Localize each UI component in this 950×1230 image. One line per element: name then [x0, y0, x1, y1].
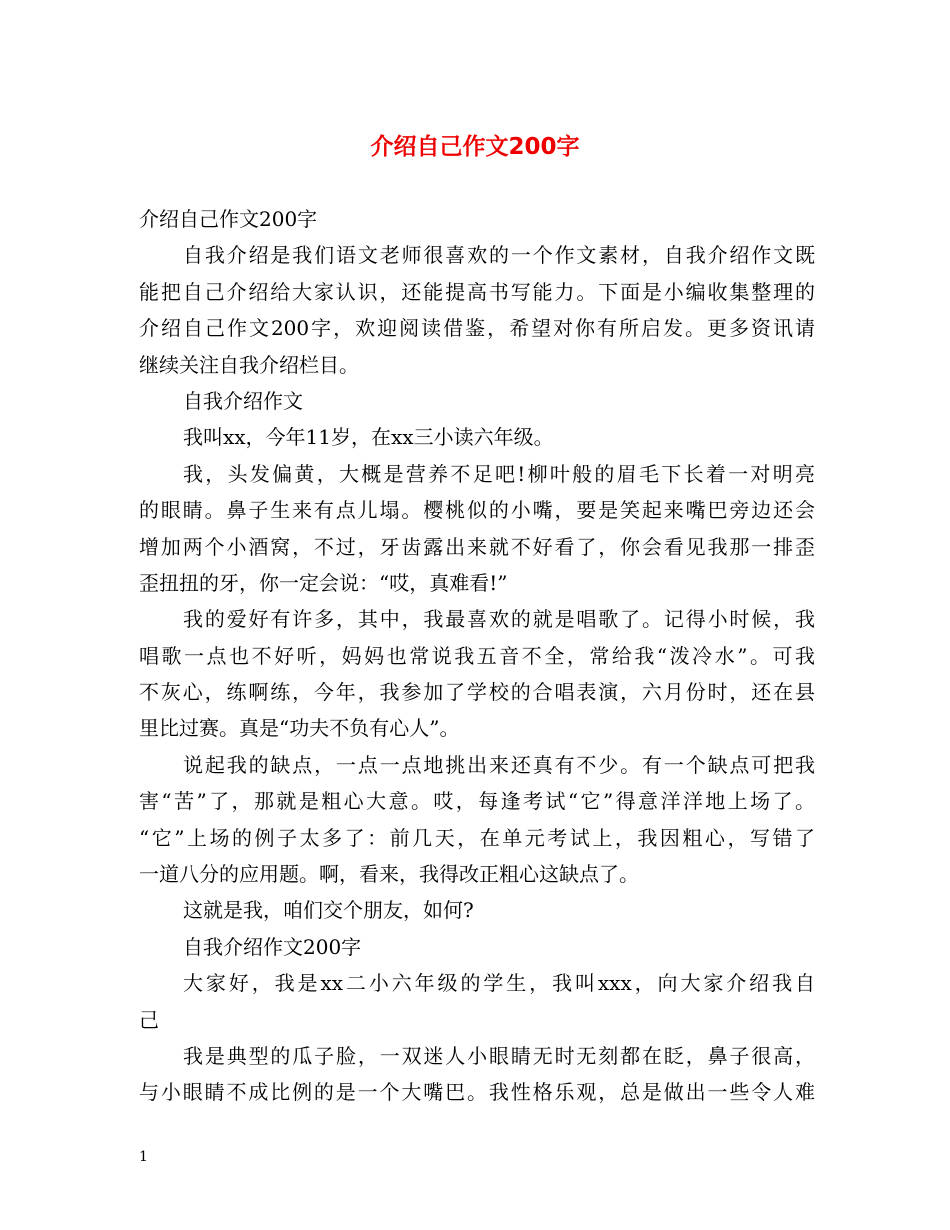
text-line: 继续关注自我介绍栏目。: [139, 352, 359, 377]
page-number: 1: [139, 1149, 148, 1165]
text-line: 介绍自己作文200字，欢迎阅读借鉴，希望对你有所启发。更多资讯请: [139, 316, 815, 341]
text-line: 自我介绍作文: [183, 388, 303, 413]
text-line: 介绍自己作文200字: [139, 207, 318, 231]
text-line: 我，头发偏黄，大概是营养不足吧!柳叶般的眉毛下长着一对明亮: [183, 461, 815, 486]
text-line: 己: [139, 1007, 159, 1032]
text-line: 不灰心，练啊练，今年，我参加了学校的合唱表演，六月份时，还在县: [139, 680, 815, 705]
text-line: 歪扭扭的牙，你一定会说：“哎，真难看!”: [139, 570, 508, 595]
text-line: 里比过赛。真是“功夫不负有心人”。: [139, 716, 460, 741]
text-line: 这就是我，咱们交个朋友，如何?: [183, 898, 474, 923]
text-line: 说起我的缺点，一点一点地挑出来还真有不少。有一个缺点可把我: [183, 752, 815, 777]
text-line: 能把自己介绍给大家认识，还能提高书写能力。下面是小编收集整理的: [139, 279, 815, 304]
text-line: 的眼睛。鼻子生来有点儿塌。樱桃似的小嘴，要是笑起来嘴巴旁边还会: [139, 498, 815, 523]
text-line: 我叫xx，今年11岁，在xx三小读六年级。: [183, 425, 554, 450]
text-line: 大家好，我是xx二小六年级的学生，我叫xxx，向大家介绍我自: [183, 971, 815, 996]
text-line: 唱歌一点也不好听，妈妈也常说我五音不全，常给我“泼冷水”。可我: [139, 643, 815, 668]
document-body: [139, 201, 815, 1111]
text-line: “它”上场的例子太多了：前几天，在单元考试上，我因粗心，写错了: [139, 825, 815, 850]
text-line: 一道八分的应用题。啊，看来，我得改正粗心这缺点了。: [139, 862, 639, 887]
text-line: 害“苦”了，那就是粗心大意。哎，每逢考试“它”得意洋洋地上场了。: [139, 789, 815, 814]
text-line: 自我介绍是我们语文老师很喜欢的一个作文素材，自我介绍作文既: [183, 243, 815, 268]
text-line: 增加两个小酒窝，不过，牙齿露出来就不好看了，你会看见我那一排歪: [139, 534, 815, 559]
text-line: 我的爱好有许多，其中，我最喜欢的就是唱歌了。记得小时候，我: [183, 607, 815, 632]
text-line: 自我介绍作文200字: [183, 934, 362, 959]
document-title: 介绍自己作文200字: [370, 134, 580, 160]
text-line: 我是典型的瓜子脸，一双迷人小眼睛无时无刻都在眨，鼻子很高，: [183, 1043, 815, 1068]
text-line: 与小眼睛不成比例的是一个大嘴巴。我性格乐观，总是做出一些令人难: [139, 1080, 815, 1105]
